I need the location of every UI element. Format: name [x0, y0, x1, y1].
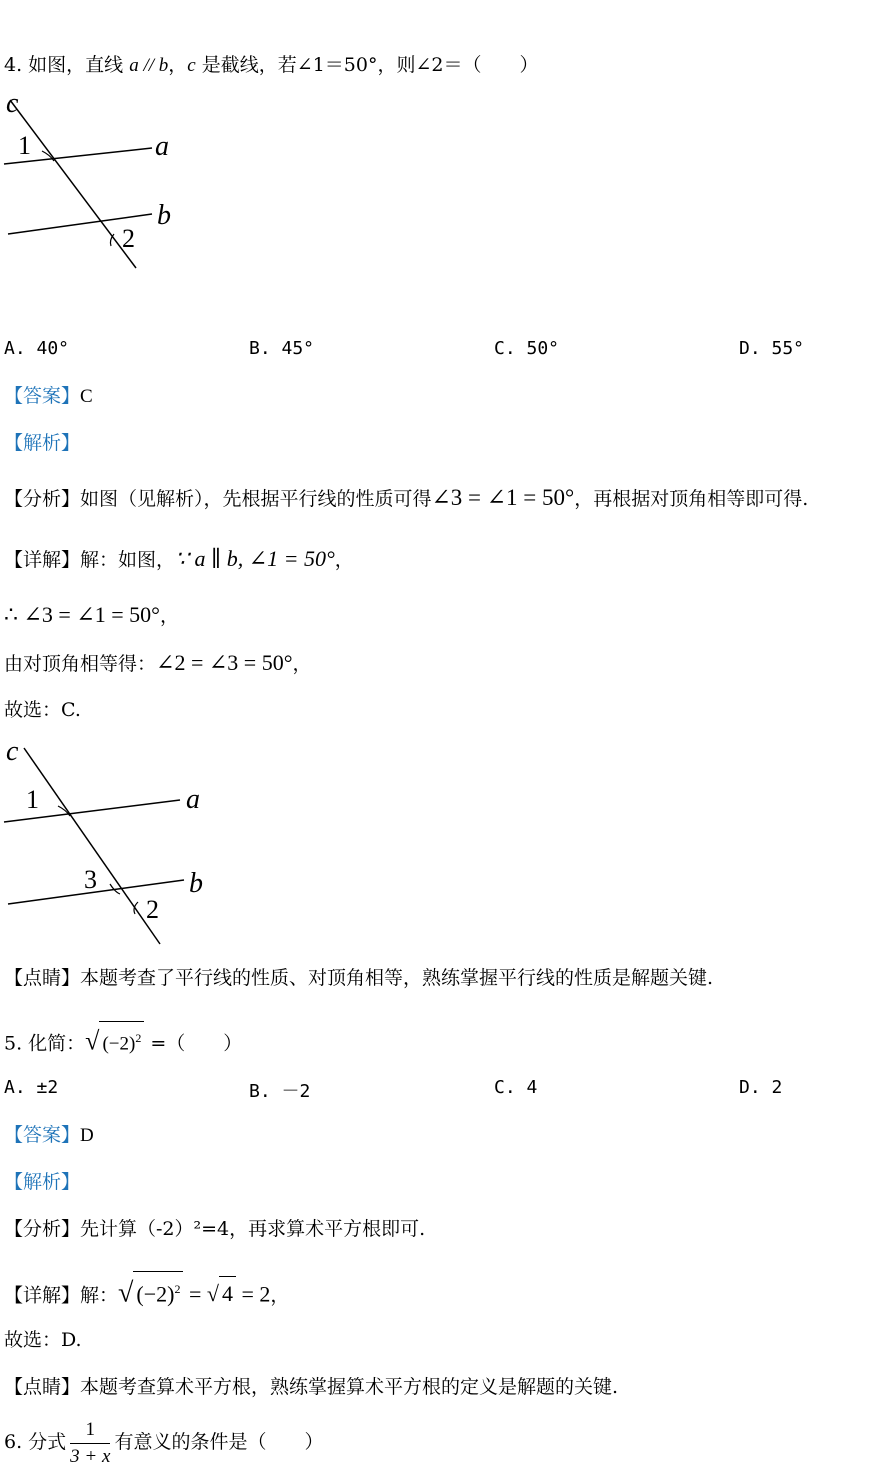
fig2-label-b: b — [189, 868, 203, 899]
fig2-label-a: a — [186, 784, 200, 815]
fig1-label-a: a — [155, 131, 169, 162]
fig2-line-c — [24, 748, 160, 944]
q4-answer — [4, 383, 93, 410]
q4-step1 — [4, 602, 179, 629]
q5-xiangjie-text: 解： — [80, 1284, 119, 1307]
q4-stem-comma: ， — [168, 54, 188, 76]
q6-stem-rest: 有意义的条件是（ ） — [114, 1431, 324, 1453]
q5-analysis-tag: 【解析】 — [4, 1171, 81, 1193]
q5-xiangjie-sqrt: √ $(-2)^2$ — [118, 1271, 183, 1313]
q5-xiangjie-end: ， — [270, 1284, 290, 1307]
q4-xiangjie-text: 解：如图， — [80, 549, 176, 571]
q4-option-d[interactable]: D. 55° — [739, 338, 805, 359]
q4-figure-2 — [0, 732, 230, 947]
q5-xiangjie-exponent: 2 — [174, 1282, 181, 1296]
q4-option-c[interactable]: C. 50° — [494, 338, 560, 359]
fig1-line-c — [10, 100, 136, 268]
q4-figure-1 — [0, 88, 200, 278]
fig1-label-1: 1 — [18, 131, 31, 160]
q4-analysis-tag: 【解析】 — [4, 432, 81, 454]
q4-step1-math: ∴ ∠3 = ∠1 = 50° — [4, 602, 160, 627]
q5-analysis-heading — [4, 1169, 80, 1195]
q5-answer-tag: 【答案】 — [4, 1124, 81, 1146]
q5-stem — [4, 1021, 242, 1060]
q4-answer-tag: 【答案】 — [4, 385, 81, 407]
q4-stem-b: b — [158, 55, 169, 76]
q4-xiangjie-end: ， — [334, 549, 354, 571]
q5-choose: 故选：D. — [4, 1329, 82, 1351]
q5-xiangjie-tag: 【详解】 — [4, 1284, 81, 1307]
q4-fenxi-tag: 【分析】 — [4, 488, 81, 510]
q4-fenxi — [4, 485, 808, 512]
q5-option-d[interactable]: D. 2 — [739, 1077, 783, 1098]
q5-fenxi-text: 先计算（-2）²=4，再求算术平方根即可. — [80, 1218, 426, 1240]
q5-option-a[interactable]: A. ±2 — [4, 1077, 59, 1098]
q5-stem-radicand: (−2) — [102, 1033, 136, 1055]
q4-choose: 故选：C. — [4, 699, 81, 721]
fig1-label-c: c — [6, 88, 19, 119]
q5-xiangjie — [4, 1271, 289, 1313]
fig1-label-2: 2 — [122, 224, 135, 253]
q5-xiangjie-eq: = — [183, 1281, 207, 1307]
q4-xiangjie — [4, 546, 354, 573]
q4-dianjing-tag: 【点睛】 — [4, 967, 81, 989]
q5-xiangjie-sqrt4: √ 4 — [207, 1276, 236, 1313]
q4-step2-text: 由对顶角相等得： — [4, 653, 157, 675]
q4-option-a[interactable]: A. 40° — [4, 338, 70, 359]
q4-step1-end: ， — [159, 605, 179, 627]
q5-dianjing-text: 本题考查算术平方根，熟练掌握算术平方根的定义是解题的关键. — [80, 1376, 619, 1398]
q5-fenxi-tag: 【分析】 — [4, 1218, 81, 1240]
q5-stem-rest: =（ ） — [144, 1032, 243, 1055]
q6-fraction — [70, 1417, 110, 1470]
fig2-label-c: c — [6, 736, 19, 767]
q4-dianjing-text: 本题考查了平行线的性质、对顶角相等，熟练掌握平行线的性质是解题关键. — [80, 967, 714, 989]
fig1-label-b: b — [157, 200, 171, 231]
q4-stem-c: c — [187, 55, 196, 76]
q4-dianjing — [4, 965, 713, 991]
fig2-label-3: 3 — [84, 865, 97, 894]
q4-stem-a: a — [129, 55, 139, 76]
q4-analysis-heading — [4, 430, 80, 456]
q4-xiangjie-math: ∵ a ∥ b, ∠1 = 50° — [175, 546, 335, 571]
q5-dianjing-tag: 【点睛】 — [4, 1376, 81, 1398]
q4-fenxi-math: ∠3 = ∠1 = 50° — [431, 485, 575, 510]
fig2-label-2: 2 — [146, 895, 159, 924]
q5-xiangjie-radicand: (−2) — [136, 1281, 175, 1307]
q4-stem-rest: 是截线，若∠1＝50°，则∠2＝（ ） — [195, 54, 539, 76]
q5-option-b[interactable]: B. －2 — [249, 1081, 311, 1102]
q5-answer — [4, 1122, 94, 1149]
q5-fenxi — [4, 1216, 425, 1242]
q5-option-c[interactable]: C. 4 — [494, 1077, 538, 1098]
q4-answer-value: C — [80, 386, 93, 407]
q6-stem — [4, 1416, 323, 1470]
q5-answer-value: D — [80, 1125, 94, 1146]
q5-stem-prefix: 5. 化简： — [4, 1032, 86, 1055]
q5-dianjing — [4, 1374, 618, 1400]
q5-stem-sqrt: √ $(-2)^2$ — [85, 1021, 144, 1060]
q4-step2 — [4, 650, 312, 677]
q4-stem-prefix: 4. 如图，直线 — [4, 54, 130, 76]
q5-xiangjie-sqrt4-value: 4 — [219, 1276, 236, 1311]
q4-fenxi-text2: ，再根据对顶角相等即可得. — [574, 488, 809, 510]
q6-stem-prefix: 6. 分式 — [4, 1431, 67, 1453]
q6-fraction-numerator: 1 — [70, 1417, 110, 1444]
q4-stem — [4, 52, 538, 79]
q4-stem-parallel: // — [138, 55, 159, 76]
q4-option-b[interactable]: B. 45° — [249, 338, 315, 359]
q4-step2-end: ， — [292, 653, 312, 675]
q6-fraction-denominator: 3 + x — [70, 1445, 111, 1467]
q5-stem-exponent: 2 — [135, 1031, 142, 1045]
q4-xiangjie-tag: 【详解】 — [4, 549, 81, 571]
q4-step2-math: ∠2 = ∠3 = 50° — [156, 650, 293, 675]
q4-fenxi-text1: 如图（见解析），先根据平行线的性质可得 — [80, 488, 432, 510]
q5-xiangjie-result: = 2 — [235, 1281, 271, 1307]
fig2-label-1: 1 — [26, 785, 39, 814]
